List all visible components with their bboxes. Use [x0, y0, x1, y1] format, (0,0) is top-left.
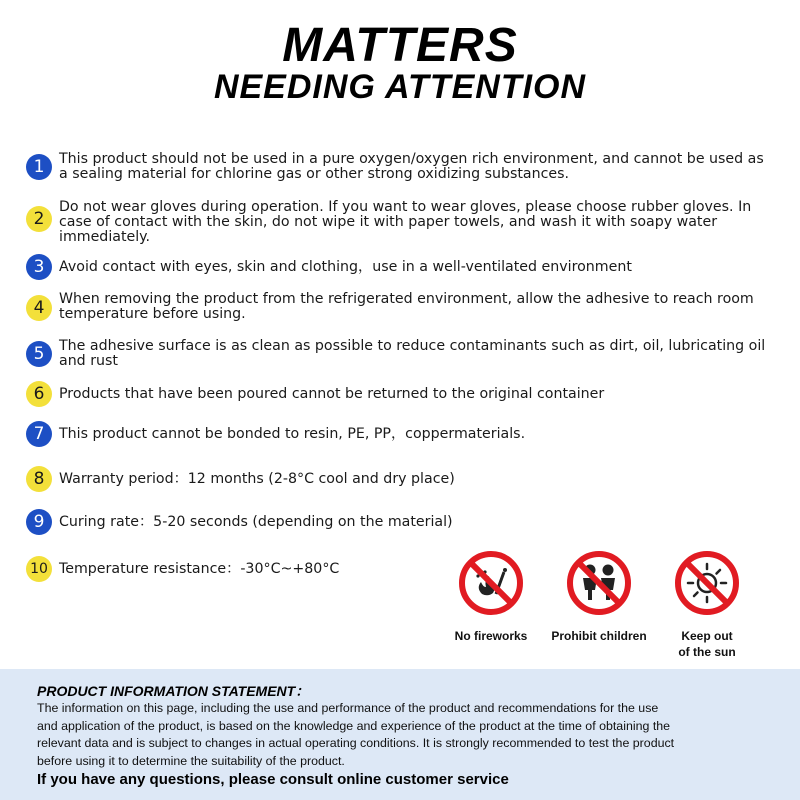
no-fireworks-icon: [458, 550, 524, 616]
info-body: [37, 700, 767, 770]
number-badge: 9: [26, 509, 52, 535]
number-badge: 8: [26, 466, 52, 492]
item-text: Temperature resistance：-30°C~+80°C: [59, 561, 340, 577]
no-fireworks-sign: [458, 550, 524, 616]
sign-label: No fireworks: [454, 629, 528, 643]
keep-out-of-sun-icon: [674, 550, 740, 616]
item-text: When removing the product from the refrigerated environment, allow the adhesive to reach room temperature before using.: [59, 291, 754, 322]
number-badge: 4: [26, 295, 52, 321]
info-line: before using it to determine the suitability of the product.: [37, 753, 345, 768]
sign-label-line: Keep out: [681, 629, 733, 643]
keep-out-of-sun-sign: [674, 550, 740, 616]
info-line: and application of the product, is based on the knowledge and experience of the product at the time of obtaining the: [37, 718, 671, 733]
number-badge: 2: [26, 206, 52, 232]
item-text: Products that have been poured cannot be returned to the original container: [59, 386, 605, 402]
page-title: MATTERS: [282, 19, 518, 72]
number-badge: 3: [26, 254, 52, 280]
number-badge: 7: [26, 421, 52, 447]
prohibit-children-icon: [566, 550, 632, 616]
info-title: PRODUCT INFORMATION STATEMENT：: [37, 683, 310, 699]
number-badge: 6: [26, 381, 52, 407]
number-badge: 10: [26, 556, 52, 582]
number-badge: 1: [26, 154, 52, 180]
sign-label: Prohibit children: [551, 629, 647, 643]
sign-label-line: of the sun: [678, 645, 736, 659]
customer-service-note: If you have any questions, please consult online customer service: [37, 771, 509, 788]
prohibit-children-sign: [566, 550, 632, 616]
item-text: Do not wear gloves during operation. If you want to wear gloves, please choose rubber gloves. In case of contact with the skin, do not wipe it with paper towels, and wash it with soapy water immediately.: [59, 199, 752, 245]
number-badge: 5: [26, 341, 52, 367]
info-line: relevant data and is subject to changes in actual operating conditions. It is strongly recommended to test the product: [37, 736, 675, 750]
item-text: This product should not be used in a pure oxygen/oxygen rich environment, and cannot be used as a sealing material for chlorine gas or other strong oxidizing substances.: [59, 151, 764, 182]
sign-label: [662, 628, 752, 660]
item-text: The adhesive surface is as clean as possible to reduce contaminants such as dirt, oil, lubricating oil and rust: [59, 338, 766, 369]
info-line: The information on this page, including the use and performance of the product and recommendations for the use: [37, 701, 659, 715]
item-text: Curing rate：5-20 seconds (depending on the material): [59, 514, 453, 530]
product-information-panel: [0, 669, 800, 800]
item-text: This product cannot be bonded to resin, PE, PP，coppermaterials.: [59, 426, 526, 442]
item-text: Avoid contact with eyes, skin and clothing，use in a well-ventilated environment: [59, 259, 632, 275]
page-subtitle: NEEDING ATTENTION: [213, 68, 587, 106]
item-text: Warranty period：12 months (2-8°C cool and dry place): [59, 471, 455, 487]
